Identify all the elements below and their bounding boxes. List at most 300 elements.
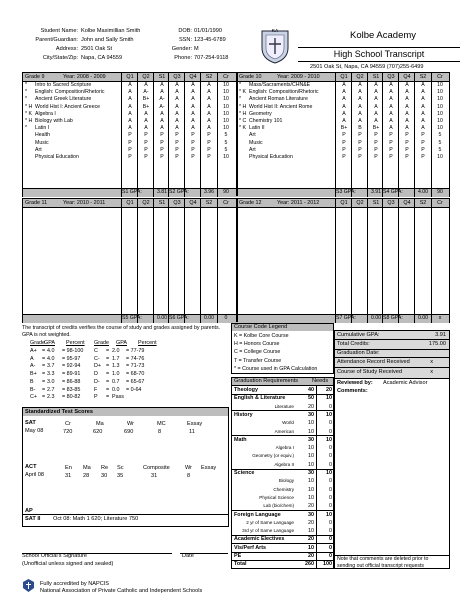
grade-cell: B+ — [142, 103, 150, 110]
seal-text: KA — [271, 28, 279, 33]
grade-cell: A — [207, 103, 211, 110]
req-needs: 0 — [329, 486, 332, 493]
req-needs: 0 — [329, 478, 332, 485]
column-header: Cr — [437, 200, 443, 206]
gpa-s2-label: S4 GPA: — [383, 189, 403, 195]
grade-cell: A — [191, 82, 195, 88]
scale-cell: = — [106, 355, 110, 362]
grade-cell: A — [175, 103, 179, 110]
grading-scale — [22, 340, 222, 404]
grade-cell: A- — [143, 89, 149, 96]
scale-cell: = — [106, 371, 110, 378]
grade-cell: P — [389, 132, 393, 139]
req-name: Geometry (or equiv.) — [252, 453, 294, 459]
grade-cell: 10 — [437, 154, 443, 160]
column-header: Q2 — [356, 74, 364, 80]
grade-cell: A — [405, 96, 409, 103]
grade-cell: P — [175, 146, 179, 153]
grade-cell: 10 — [223, 89, 229, 96]
scale-cell: B- — [30, 386, 36, 393]
grade-cell: A — [421, 103, 425, 110]
req-required: 10 — [308, 478, 314, 485]
scale-cell: = — [106, 394, 110, 401]
scale-cell: F — [94, 386, 98, 393]
ssn: 123-45-6789 — [194, 37, 226, 43]
scale-cell: = 0-64 — [126, 386, 142, 393]
req-name: Total — [234, 561, 247, 568]
grade-cell: A — [389, 96, 393, 103]
total-credits: 175.00 — [428, 341, 446, 347]
grade-cell: P — [191, 132, 195, 139]
course-name: Latin II — [249, 125, 265, 132]
gpa-credits: x — [438, 315, 442, 321]
grade-cell: P — [421, 139, 425, 146]
grade-cell: A — [191, 96, 195, 103]
req-name: Theology — [234, 387, 258, 393]
grade-cell: P — [207, 154, 211, 160]
scale-cell: = — [42, 348, 46, 354]
grade-cell: A — [160, 110, 164, 117]
grade-cell: A — [405, 89, 409, 96]
grade-cell: A — [358, 89, 362, 96]
grade-year: Year: 2008 - 2009 — [63, 74, 106, 80]
grade-cell: 5 — [224, 132, 228, 139]
course-code: * — [25, 82, 28, 88]
grade-cell: P — [358, 139, 362, 146]
grade-cell: 10 — [223, 154, 229, 160]
req-required: 20 — [308, 403, 314, 410]
grade-cell: A — [342, 118, 346, 124]
dob: 01/01/1990 — [194, 28, 222, 34]
grade-cell: A — [421, 96, 425, 103]
credits-label: Total Credits: — [337, 341, 370, 347]
test-cell: Ma — [83, 465, 91, 471]
grade-cell: A — [389, 125, 393, 132]
course-name: English: Composition/Rhetoric — [249, 89, 319, 96]
address-label: Address: — [55, 46, 78, 52]
scale-cell: 1.3 — [112, 363, 120, 370]
req-name: Algebra I — [275, 445, 294, 451]
legend-item: K = Kolbe Core Course — [234, 333, 289, 339]
course-name: Art — [249, 132, 256, 139]
course-study-label: Course of Study Received — [337, 369, 402, 375]
grade-cell: A — [128, 82, 132, 88]
req-needs: 10 — [326, 470, 332, 476]
grade-cell: P — [342, 146, 346, 153]
course-name: Ancient Greek Literature — [35, 96, 92, 103]
grade-cell: P — [160, 146, 164, 153]
req-name: Physical Science — [259, 494, 294, 500]
scale-cell: = 86-88 — [62, 378, 81, 385]
test-cell: 8 — [158, 429, 162, 435]
grade-cell: A — [207, 89, 211, 96]
scale-cell: C — [94, 348, 98, 354]
req-needs: 10 — [326, 511, 332, 518]
scale-cell: = 83-85 — [62, 386, 81, 393]
req-name: Algebra II — [274, 461, 294, 467]
grade-cell: A — [160, 125, 164, 132]
course-name: English: Composition/Rhetoric — [35, 89, 105, 96]
sat-label: SAT — [25, 420, 36, 426]
grade-cell: A — [191, 103, 195, 110]
grade-header: Grade 10 — [239, 74, 262, 80]
grade-cell: P — [128, 146, 132, 153]
scale-cell: 2.3 — [47, 394, 55, 401]
napcis-logo-icon — [22, 578, 35, 593]
gpa-credits: 90 — [437, 189, 443, 195]
grade-cell: A — [342, 110, 346, 117]
grade-cell: P — [405, 132, 409, 139]
test-cell: Re — [101, 465, 109, 471]
req-needs: 0 — [329, 428, 332, 435]
gpa-s1-label: S3 GPA: — [336, 189, 356, 195]
grade-cell: A — [405, 110, 409, 117]
column-header: S2 — [419, 200, 427, 206]
req-name: World — [282, 420, 294, 426]
gpa-s1-label: S5 GPA: — [122, 315, 142, 321]
grade-cell: A — [144, 125, 148, 132]
req-needs: 0 — [329, 553, 332, 559]
grade-cell: A — [358, 118, 362, 124]
grade-year: Year: 2010 - 2011 — [63, 200, 106, 206]
course-name: Music — [35, 139, 49, 146]
grade-cell: A — [374, 103, 378, 110]
test-cell: 11 — [189, 429, 195, 435]
signature-note: (Unofficial unless signed and sealed) — [22, 561, 114, 567]
scale-cell: = 65-67 — [126, 378, 145, 385]
grade-cell: A — [207, 96, 211, 103]
test-cell: 31 — [65, 473, 72, 479]
grad-label: Graduation Date: — [337, 350, 380, 356]
scale-cell: = 89-91 — [62, 371, 81, 378]
phone-label: Phone: — [174, 55, 192, 61]
course-name: Biology with Lab — [35, 118, 73, 124]
gender: M — [194, 46, 199, 52]
grade-cell: P — [389, 139, 393, 146]
course-name: Health — [35, 132, 50, 139]
req-name: Lab (bio/chem) — [263, 503, 294, 509]
req-required: 10 — [308, 428, 314, 435]
parent-name: John and Sally Smith — [81, 37, 134, 43]
test-cell: 31 — [151, 473, 158, 479]
scale-header: Percent — [138, 340, 157, 346]
scale-header: Grade — [30, 340, 45, 346]
grade-cell: A — [128, 110, 132, 117]
grade-cell: 10 — [223, 103, 229, 110]
ap-label: AP — [25, 508, 33, 514]
grade-cell: A — [358, 82, 362, 88]
req-required: 30 — [308, 436, 314, 443]
ssn-label: SSN: — [178, 37, 192, 43]
grade-cell: A — [405, 103, 409, 110]
grade-cell: A — [389, 103, 393, 110]
course-name: World Hist I: Ancient Greece — [35, 103, 101, 110]
grade-cell: A — [191, 110, 195, 117]
gpa-s1: 3.81 — [156, 189, 168, 195]
course-name: Physical Education — [35, 154, 79, 160]
grade-cell: A — [207, 125, 211, 132]
scale-cell: 4.0 — [47, 355, 55, 362]
column-header: Q4 — [403, 200, 411, 206]
grade-cell: P — [342, 154, 346, 160]
grade-cell: A — [389, 82, 393, 88]
grade-cell: A — [144, 82, 148, 88]
column-header: S1 — [372, 200, 380, 206]
reviewed-label: Reviewed by: — [337, 380, 373, 386]
grade-cell: B+ — [372, 125, 380, 132]
column-header: Q3 — [387, 200, 395, 206]
school-address: 2501 Oak St, Napa, CA 94559 (707)255-6499 — [310, 64, 424, 70]
scale-cell: = 74-76 — [126, 355, 145, 362]
req-name: Math — [234, 436, 247, 443]
req-needs: 0 — [329, 544, 332, 551]
grade-cell: P — [358, 132, 362, 139]
req-required: 30 — [308, 470, 314, 476]
grade-cell: A — [342, 82, 346, 88]
grade-cell: 5 — [438, 139, 442, 146]
course-code: * — [239, 82, 242, 88]
grade-cell: A — [191, 118, 195, 124]
grade-cell: A — [421, 110, 425, 117]
grade-cell: A — [128, 118, 132, 124]
course-name: Ancient Roman Literature — [249, 96, 308, 103]
grade-cell: 10 — [223, 110, 229, 117]
req-needs: 0 — [329, 519, 332, 526]
test-scores — [22, 407, 229, 527]
scale-cell: B — [30, 378, 34, 385]
transcript-title: High School Transcript — [298, 47, 460, 62]
scale-cell: 3.3 — [47, 371, 55, 378]
scale-cell: = 68-70 — [126, 371, 145, 378]
grade-cell: A — [405, 82, 409, 88]
course-legend — [231, 323, 334, 374]
grade-cell: P — [358, 154, 362, 160]
comments-footnote: Note that comments are deleted prior to sending out official transcript requests — [337, 556, 429, 569]
test-cell: Essay — [201, 465, 217, 471]
column-header: Q3 — [387, 74, 395, 80]
test-cell: Composite — [143, 465, 170, 471]
grade-cell: P — [342, 139, 346, 146]
scale-cell: B+ — [30, 371, 37, 378]
scale-cell: 2.7 — [47, 386, 55, 393]
gpa-s1: 0.00 — [370, 315, 382, 321]
course-name: Art — [35, 146, 42, 153]
course-code: * H — [25, 103, 33, 110]
grade-cell: B+ — [142, 96, 150, 103]
grade-cell: A — [144, 110, 148, 117]
grade-cell: P — [405, 139, 409, 146]
scale-note: The transcript of credits verifies the course of study and grades assigned by parents. GPA is not weighted. — [22, 325, 221, 338]
req-required: 10 — [308, 494, 314, 501]
test-cell: Cr — [65, 421, 71, 427]
legend-item: * = Course used in GPA Calculation — [234, 365, 318, 372]
req-needs-label: Needs — [312, 378, 329, 384]
student-name-label: Student Name: — [40, 28, 78, 34]
grade-cell: 10 — [223, 118, 229, 124]
grade-cell: 10 — [223, 125, 229, 132]
grade-cell: P — [128, 132, 132, 139]
accred-line2: National Association of Private Catholic and Independent Schools — [40, 588, 203, 594]
test-cell: Essay — [187, 421, 203, 427]
grade-cell: P — [160, 154, 164, 160]
req-needs: 0 — [329, 453, 332, 460]
grade-cell: A — [374, 82, 378, 88]
grade-cell: P — [128, 139, 132, 146]
grade-cell: A — [207, 82, 211, 88]
grade-cell: P — [374, 132, 378, 139]
test-cell: 28 — [83, 473, 90, 479]
req-required: 10 — [308, 445, 314, 452]
grade-cell: P — [405, 146, 409, 153]
scale-cell: = 71-73 — [126, 363, 145, 370]
column-header: Q4 — [189, 74, 197, 80]
scale-cell: D- — [94, 378, 100, 385]
grade-cell: 10 — [437, 110, 443, 117]
phone: 707-254-9118 — [194, 55, 229, 61]
gpa-s1: 0.00 — [156, 315, 168, 321]
req-needs: 10 — [326, 411, 332, 418]
column-header: Q4 — [189, 200, 197, 206]
legend-title: Course Code Legend — [234, 324, 288, 330]
scale-cell: D — [94, 371, 98, 378]
column-header: Q4 — [403, 74, 411, 80]
course-code: * — [25, 89, 28, 96]
grade-cell: P — [128, 154, 132, 160]
grade-cell: 10 — [223, 96, 229, 103]
column-header: Cr — [223, 200, 229, 206]
req-name: History — [234, 411, 253, 418]
course-name: World Hist II: Ancient Rome — [249, 103, 313, 110]
column-header: Q2 — [356, 200, 364, 206]
scale-cell: = — [106, 386, 110, 393]
req-needs: 0 — [329, 420, 332, 427]
comments-label: Comments: — [337, 388, 368, 394]
grade-cell: A — [128, 125, 132, 132]
scale-header: Percent — [66, 340, 85, 346]
grade-cell: A — [405, 125, 409, 132]
scale-cell: = 95-97 — [62, 355, 81, 362]
course-code: * H — [239, 103, 247, 110]
sat2-scores: Oct 08: Math 1 620; Literature 750 — [53, 516, 139, 522]
grade-cell: A — [389, 89, 393, 96]
column-header: Q1 — [340, 200, 348, 206]
grade-cell: A- — [159, 103, 165, 110]
grade-cell: A — [175, 96, 179, 103]
grade-cell: P — [160, 139, 164, 146]
accred-line1: Fully accredited by NAPCIS — [40, 581, 110, 587]
act-label: ACT — [25, 464, 37, 470]
grade-cell: A — [175, 118, 179, 124]
grade-cell: P — [207, 146, 211, 153]
test-cell: MC — [157, 421, 166, 427]
scale-cell: 1.0 — [112, 371, 120, 378]
grade-cell: A — [191, 89, 195, 96]
column-header: S2 — [205, 200, 213, 206]
grade-header: Grade 12 — [239, 200, 262, 206]
sat2-label: SAT II — [25, 516, 41, 522]
column-header: S2 — [205, 74, 213, 80]
grade-cell: P — [421, 154, 425, 160]
grade-cell: P — [160, 132, 164, 139]
grade-cell: P — [144, 139, 148, 146]
gpa-s2-label: S6 GPA: — [169, 315, 189, 321]
course-code: * H — [25, 118, 33, 124]
column-header: Cr — [437, 74, 443, 80]
test-cell: 690 — [124, 429, 134, 435]
req-name: American — [274, 428, 294, 434]
grade-cell: P — [405, 154, 409, 160]
course-name: Algebra I — [35, 110, 56, 117]
grade-cell: 5 — [438, 132, 442, 139]
grade-cell: A — [160, 89, 164, 96]
grade-cell: P — [421, 146, 425, 153]
req-required: 40 — [308, 387, 314, 393]
course-code: * — [25, 125, 28, 132]
gpa-credits: 90 — [223, 189, 229, 195]
grade-cell: A — [421, 89, 425, 96]
test-cell: Sc — [117, 465, 124, 471]
grade-cell: P — [175, 132, 179, 139]
grade-cell: P — [374, 146, 378, 153]
course-code: * K — [239, 125, 246, 132]
gpa-s2-label: S2 GPA: — [169, 189, 189, 195]
grades-9-10-table — [22, 72, 450, 197]
grade-cell: 5 — [224, 139, 228, 146]
test-cell: Wr — [127, 421, 135, 427]
test-cell: Ma — [96, 421, 104, 427]
test-cell: En — [65, 465, 72, 471]
test-cell: 30 — [101, 473, 108, 479]
grade-cell: A — [421, 125, 425, 132]
sat-date: May 08 — [25, 428, 44, 434]
req-name: 2 yr of Same Language — [246, 519, 294, 525]
course-code: * K — [25, 110, 32, 117]
scale-cell: C- — [94, 355, 100, 362]
grade-cell: B — [358, 125, 362, 132]
grade-cell: P — [421, 132, 425, 139]
test-cell: 35 — [117, 473, 124, 479]
req-name: PE — [234, 553, 242, 559]
test-cell: 620 — [93, 429, 103, 435]
req-required: 30 — [308, 411, 314, 418]
grade-cell: P — [191, 146, 195, 153]
column-header: Q1 — [340, 74, 348, 80]
column-header: S1 — [158, 74, 166, 80]
grade-cell: A — [421, 82, 425, 88]
column-header: Q1 — [126, 74, 134, 80]
scale-cell: = — [42, 378, 46, 385]
scale-header: GPA — [44, 340, 55, 346]
grade-cell: P — [374, 139, 378, 146]
grades-11-12-table — [22, 198, 450, 323]
grade-cell: 10 — [437, 118, 443, 124]
grade-cell: A — [207, 118, 211, 124]
address: 2501 Oak St — [81, 46, 113, 52]
req-name: Science — [234, 470, 255, 476]
legend-item: H = Honors Course — [234, 341, 280, 348]
scale-cell: = — [42, 394, 46, 401]
req-name: Foreign Language — [234, 511, 281, 518]
grade-cell: P — [191, 154, 195, 160]
grade-header: Grade 9 — [25, 74, 45, 80]
column-header: Cr — [223, 74, 229, 80]
column-header: Q3 — [173, 200, 181, 206]
scale-cell: C+ — [30, 394, 38, 401]
req-required: 20 — [308, 519, 314, 526]
column-header: Q2 — [142, 74, 150, 80]
scale-cell: A+ — [30, 348, 37, 354]
grade-cell: A — [160, 82, 164, 88]
